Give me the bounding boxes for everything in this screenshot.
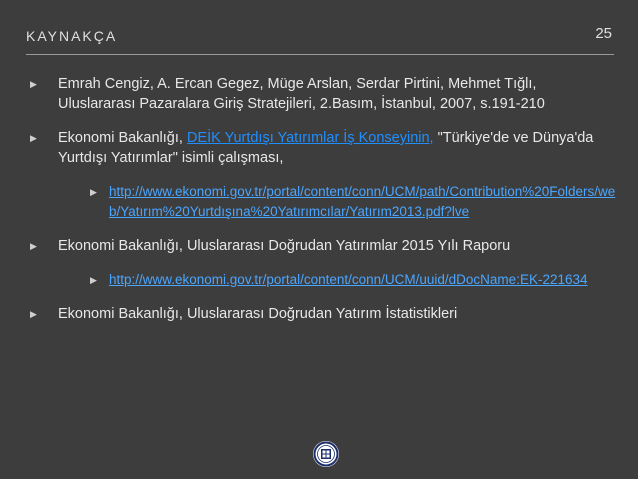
reference-text: Ekonomi Bakanlığı, Uluslararası Doğrudan Yatırım İstatistikleri [58, 306, 458, 322]
bullet-icon: ▶ [30, 79, 37, 89]
ekonomi-pdf-link[interactable]: http://www.ekonomi.gov.tr/portal/content/conn/UCM/path/Contribution%20Folders/web/Yatırım%20Yurtdışına%20Yatırımcılar/Yatırım2013.pdf?lve [109, 184, 616, 219]
deik-link[interactable]: DEİK Yurtdışı Yatırımlar İş Konseyinin, [186, 130, 434, 146]
reference-text: Ekonomi Bakanlığı, Uluslararası Doğrudan Yatırımlar 2015 Yılı Raporu [58, 238, 511, 254]
slide-header [0, 0, 638, 50]
bullet-icon: ▶ [30, 133, 37, 143]
reference-text: Emrah Cengiz, A. Ercan Gegez, Müge Arslan, Serdar Pirtini, Mehmet Tığlı, Uluslararası Pazaralara Giriş Stratejileri, 2.Basım, İstanbul, 2007, s.191-210 [58, 76, 545, 112]
reference-subitem-2 [26, 270, 616, 290]
reference-item-2 [26, 128, 616, 168]
reference-text-before: Ekonomi Bakanlığı, [58, 130, 187, 146]
reference-text-after: "Türkiye'de ve Dünya'da Yurtdışı Yatırımlar" isimli çalışması, [58, 130, 594, 166]
header-divider [26, 54, 614, 55]
bullet-icon: ▶ [90, 275, 97, 285]
reference-item-3 [26, 236, 616, 256]
ekonomi-report-link[interactable]: http://www.ekonomi.gov.tr/portal/content/conn/UCM/uuid/dDocName:EK-221634 [109, 272, 588, 287]
bullet-icon: ▶ [30, 309, 37, 319]
university-seal-logo [312, 440, 340, 468]
bullet-icon: ▶ [30, 241, 37, 251]
page-number: 25 [595, 25, 612, 42]
slide-title: KAYNAKÇA [26, 28, 118, 44]
reference-subitem-1 [26, 182, 616, 222]
reference-item-4 [26, 304, 616, 324]
reference-item-1 [26, 74, 616, 114]
bullet-icon: ▶ [90, 187, 97, 197]
reference-list [26, 74, 616, 338]
